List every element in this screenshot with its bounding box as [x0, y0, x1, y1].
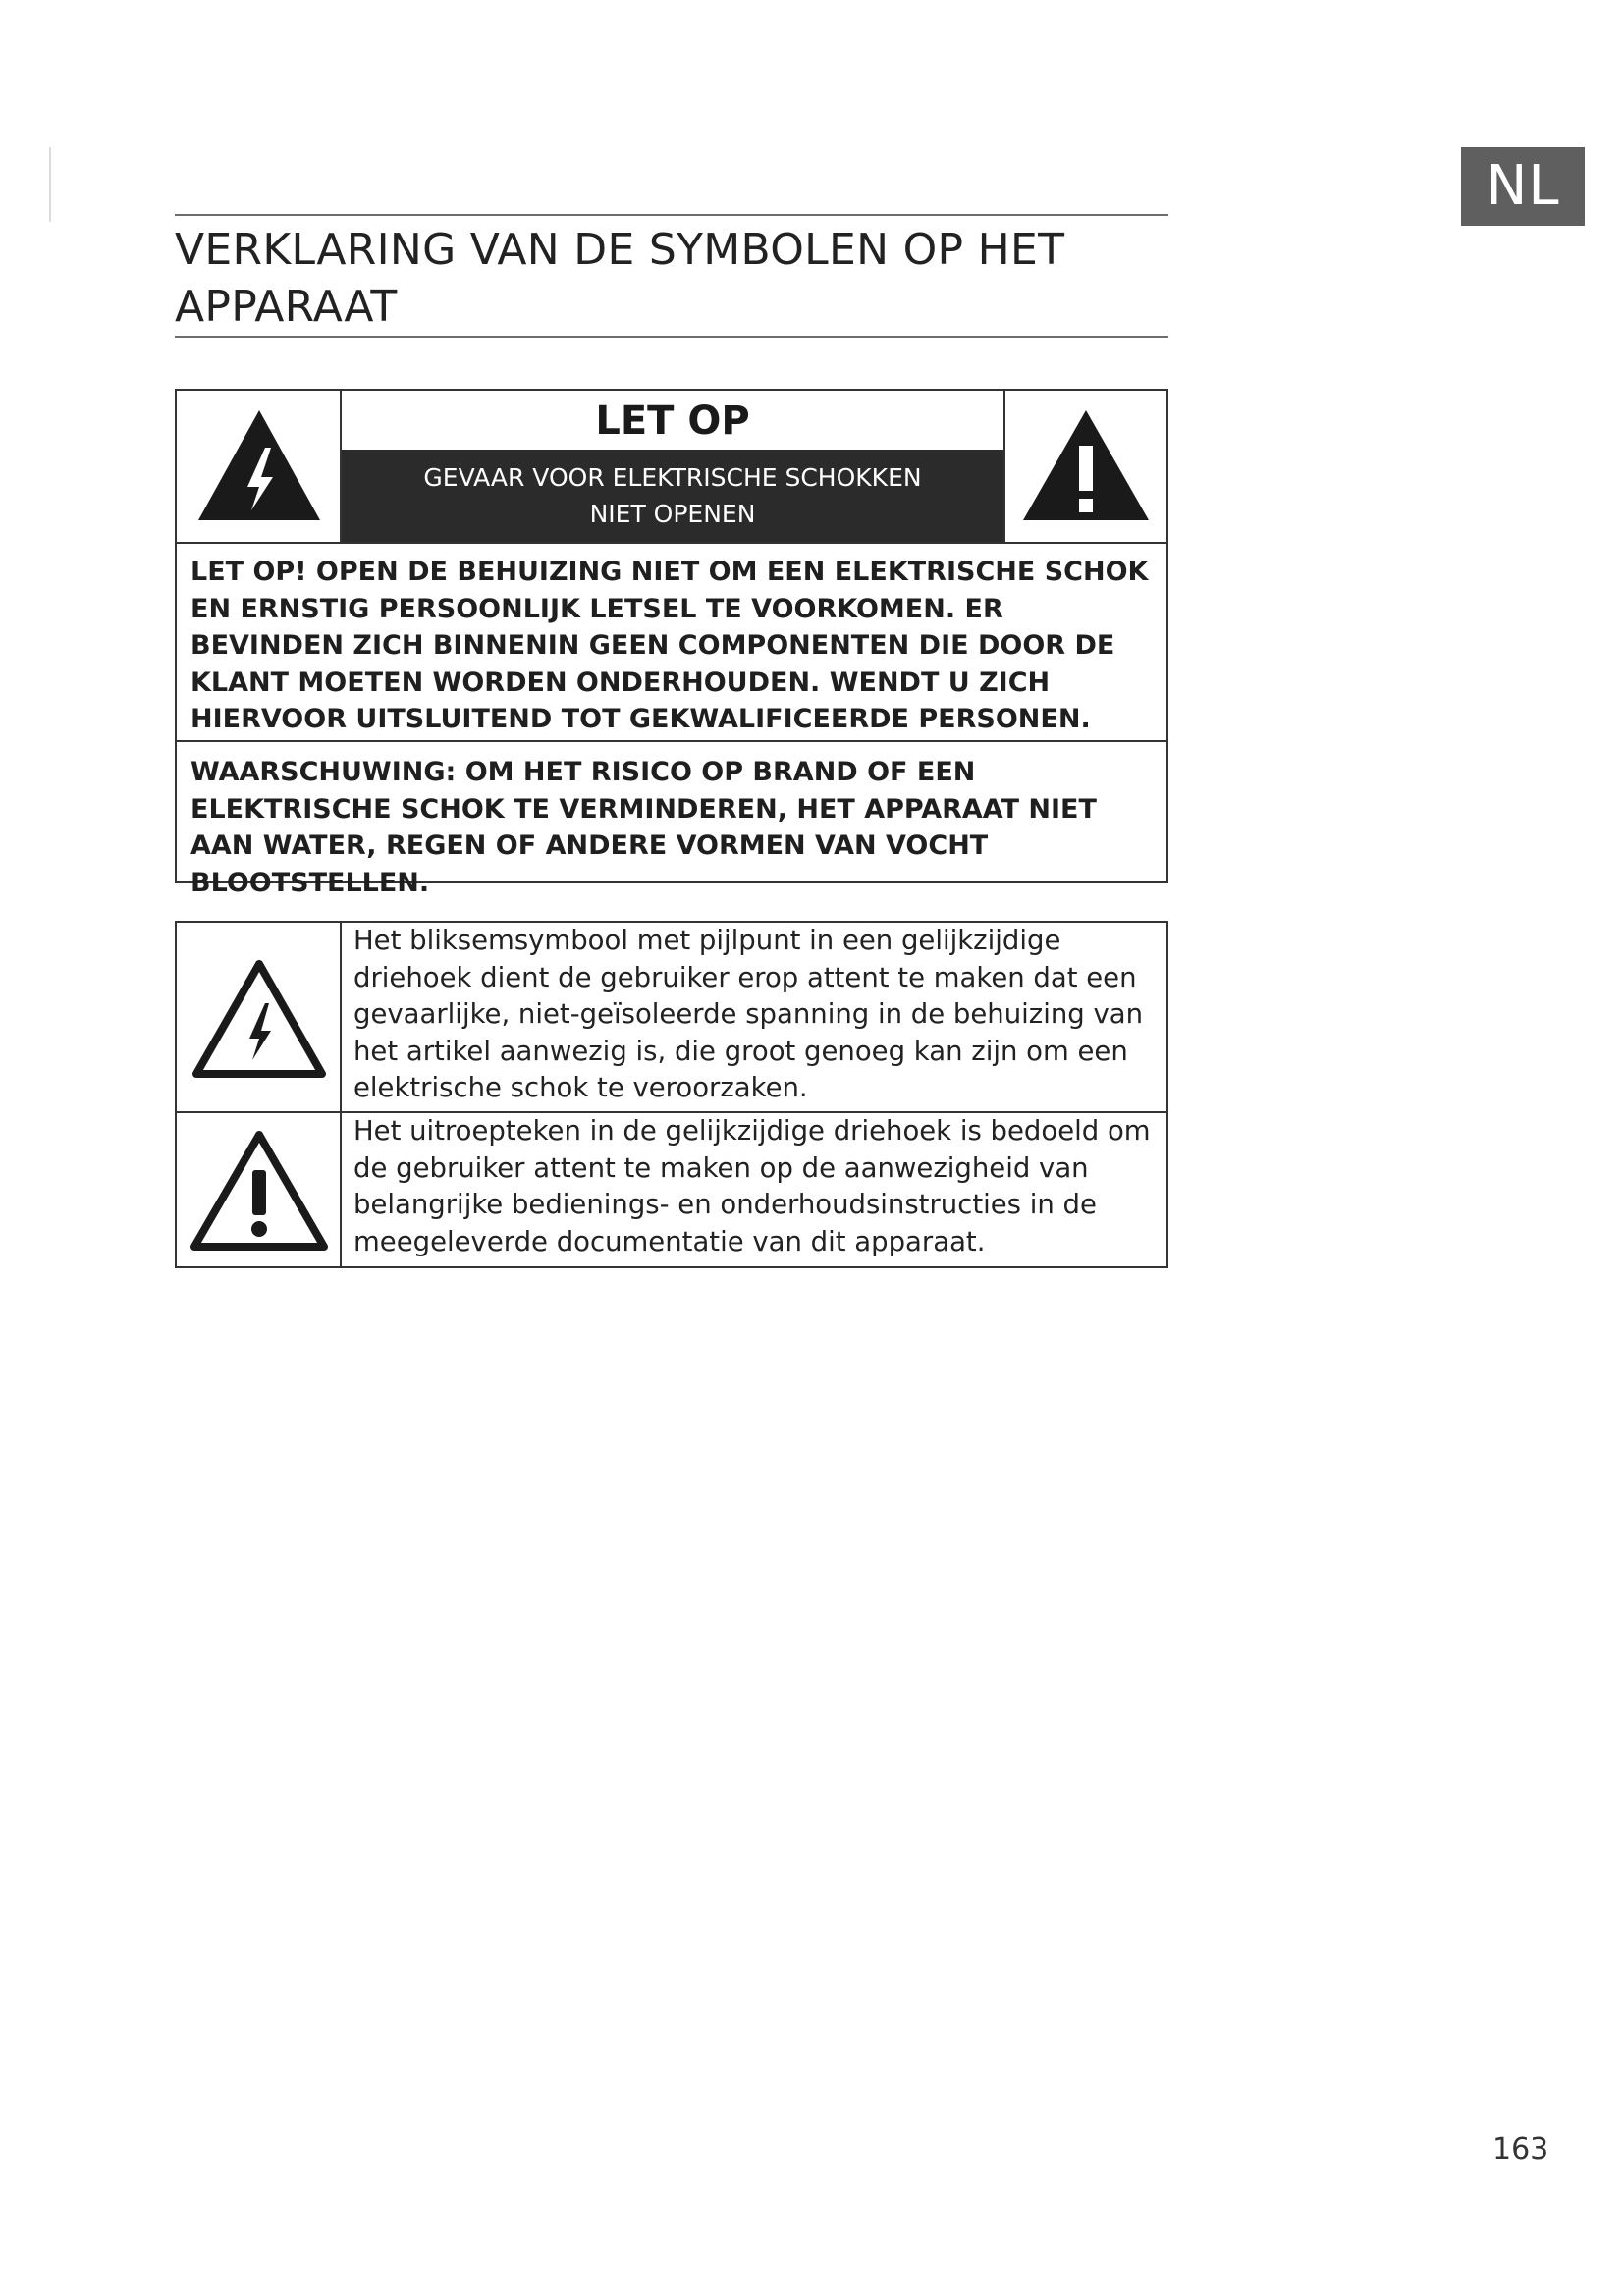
- symbol-row: [177, 1113, 1166, 1266]
- caution-paragraph-2: WAARSCHUWING: OM HET RISICO OP BRAND OF EEN ELEKTRISCHE SCHOK TE VERMINDEREN, HET APPARAAT NIET AAN WATER, REGEN OF ANDERE VORMEN VAN VOCHT BLOOTSTELLEN.: [190, 757, 1097, 898]
- page-title: VERKLARING VAN DE SYMBOLEN OP HET APPARAAT: [175, 225, 1065, 332]
- page-number: 163: [1492, 2132, 1549, 2166]
- caution-right-cell: [1003, 391, 1166, 542]
- symbol-description: Het uitroepteken in de gelijkzijdige driehoek is bedoeld om de gebruiker attent te maken op de aanwezigheid van belangrijke bedienings- en onderhoudsinstructies in de meegeleverde documentatie van dit apparaat.: [353, 1115, 1151, 1257]
- caution-heading: LET OP: [595, 399, 750, 444]
- symbol-description: Het bliksemsymbool met pijlpunt in een gelijkzijdige driehoek dient de gebruiker erop attent te maken dat een gevaarlijke, niet-geïsoleerde spanning in de behuizing van het artikel aanwezig is, die groot genoeg kan zijn om een elektrische schok te veroorzaken.: [353, 925, 1144, 1103]
- caution-band: [342, 450, 1003, 542]
- caution-band-line-1: GEVAAR VOOR ELEKTRISCHE SCHOKKEN: [423, 463, 922, 492]
- caution-left-cell: [177, 391, 342, 542]
- lightning-triangle-icon: [190, 956, 328, 1080]
- margin-line: [49, 147, 51, 222]
- symbol-row: [177, 923, 1166, 1113]
- caution-header: [177, 391, 1166, 544]
- title-rule-top: [175, 214, 1168, 216]
- caution-box: [175, 389, 1168, 898]
- caution-title-cell: [342, 391, 1003, 542]
- lightning-warning-icon: [194, 404, 324, 526]
- exclamation-warning-icon: [1019, 404, 1153, 526]
- title-rule-bottom: [175, 336, 1168, 338]
- caution-band-line-2: NIET OPENEN: [589, 500, 756, 528]
- language-badge: NL: [1461, 147, 1585, 226]
- symbol-explanation-table: [175, 921, 1168, 1268]
- symbol-icon-cell: [177, 1113, 342, 1266]
- caution-paragraph-1: LET OP! OPEN DE BEHUIZING NIET OM EEN ELEKTRISCHE SCHOK EN ERNSTIG PERSOONLIJK LETSEL TE VOORKOMEN. ER BEVINDEN ZICH BINNENIN GEEN COMPONENTEN DIE DOOR DE KLANT MOETEN WORDEN ONDERHOUDEN. WENDT U ZICH HIERVOOR UITSLUITEND TOT GEKWALIFICEERDE PERSONEN.: [177, 554, 1166, 742]
- symbol-icon-cell: [177, 923, 342, 1111]
- exclamation-triangle-icon: [189, 1127, 330, 1255]
